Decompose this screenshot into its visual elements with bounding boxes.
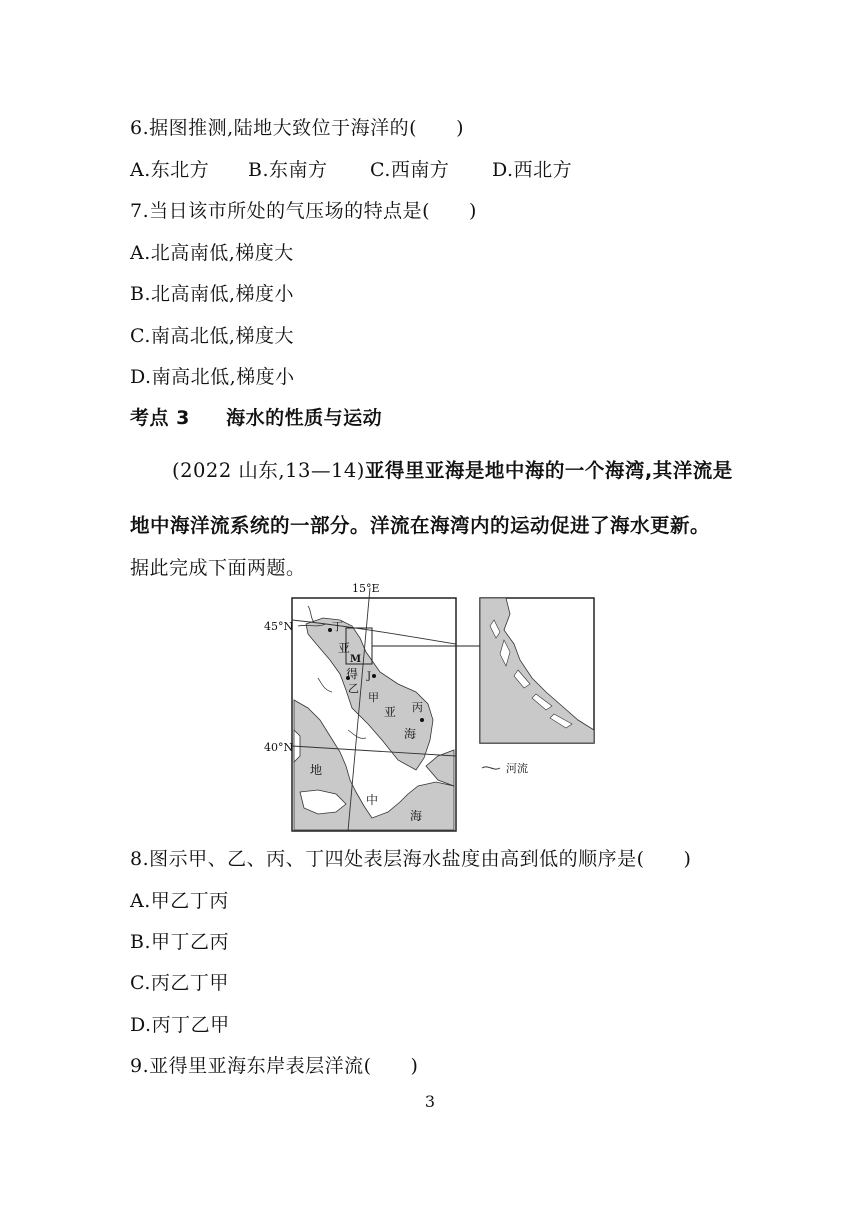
- sea-char-1: 亚: [338, 641, 351, 655]
- sea-char-2: 得: [346, 667, 359, 681]
- q6-option-a: A.东北方: [130, 159, 210, 181]
- point-j-label: J: [367, 671, 372, 682]
- point-bing-dot: [420, 718, 424, 722]
- point-jia-dot: [372, 674, 376, 678]
- page-number: 3: [424, 1092, 436, 1111]
- sea-char-3: 亚: [384, 705, 397, 719]
- section-label: 考点 3: [130, 407, 190, 429]
- legend-river-symbol: [482, 767, 500, 769]
- q6-option-c: C.西南方: [370, 159, 450, 181]
- intro-line-1: [172, 455, 733, 483]
- q7-option-a: A.北高南低,梯度大: [130, 242, 294, 264]
- sea-char-4: 海: [404, 727, 417, 741]
- q6-options: [130, 155, 630, 179]
- q7-option-d: D.南高北低,梯度小: [130, 366, 295, 388]
- point-yi-label: 乙: [348, 682, 359, 695]
- q6-stem: 6.据图推测,陆地大致位于海洋的( ): [130, 117, 464, 139]
- q7-option-c: C.南高北低,梯度大: [130, 325, 294, 347]
- q6-option-b: B.东南方: [248, 159, 328, 181]
- lat-45-label: 45°N: [264, 620, 294, 633]
- med-char-3: 海: [410, 809, 423, 823]
- point-m-label: M: [350, 654, 362, 665]
- adriatic-sea-map: [248, 580, 618, 835]
- section-heading: [130, 403, 382, 430]
- point-jia-label: 甲: [368, 691, 379, 704]
- q8-option-c: C.丙乙丁甲: [130, 972, 229, 994]
- section-title: 海水的性质与运动: [226, 407, 383, 429]
- q8-option-b: B.甲丁乙丙: [130, 931, 230, 953]
- intro-line-3: 据此完成下面两题。: [130, 557, 306, 579]
- q9-stem: 9.亚得里亚海东岸表层洋流( ): [130, 1055, 419, 1077]
- q7-option-b: B.北高南低,梯度小: [130, 283, 295, 305]
- lon-label: 15°E: [352, 582, 380, 595]
- q8-option-a: A.甲乙丁丙: [130, 890, 229, 912]
- med-char-2: 中: [366, 793, 379, 807]
- legend-river-label: 河流: [506, 762, 528, 775]
- point-ding-label: 丁: [332, 620, 343, 633]
- intro-source: (2022 山东,13—14): [172, 459, 365, 482]
- intro-line-1-text: 亚得里亚海是地中海的一个海湾,其洋流是: [364, 459, 733, 482]
- q7-stem: 7.当日该市所处的气压场的特点是( ): [130, 200, 477, 222]
- med-char-1: 地: [310, 763, 323, 777]
- q6-option-d: D.西北方: [492, 159, 573, 181]
- point-bing-label: 丙: [412, 701, 423, 714]
- intro-line-2: 地中海洋流系统的一部分。洋流在海湾内的运动促进了海水更新。: [130, 514, 711, 537]
- lat-40-label: 40°N: [264, 741, 294, 754]
- q8-option-d: D.丙丁乙甲: [130, 1014, 230, 1036]
- q8-stem: 8.图示甲、乙、丙、丁四处表层海水盐度由高到低的顺序是( ): [130, 848, 692, 870]
